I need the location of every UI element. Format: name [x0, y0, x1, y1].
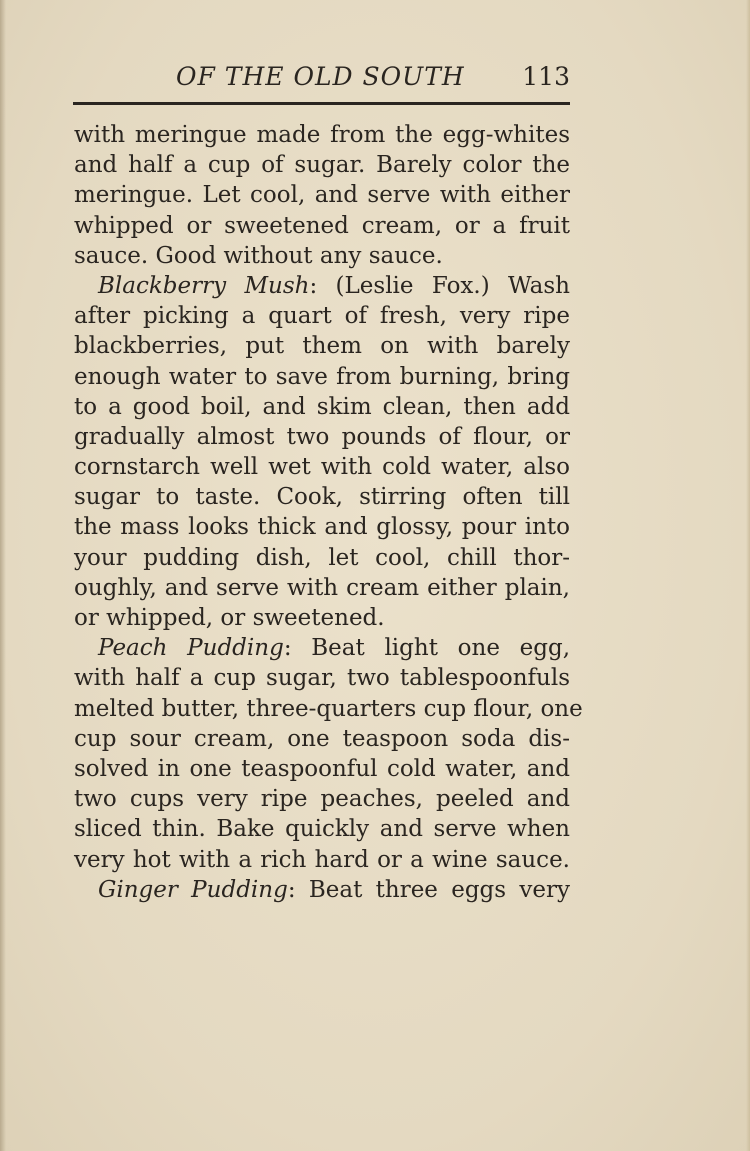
text-line [74, 422, 570, 452]
text-line [74, 301, 570, 331]
recipe-title: Peach Pudding [98, 635, 284, 662]
recipe-title: Ginger Pudding [98, 876, 288, 903]
line-text: with meringue made from the egg-whites [74, 122, 570, 148]
text-line [74, 211, 570, 241]
line-text: sauce. Good without any sauce. [74, 242, 443, 269]
line-text: sliced thin. Bake quickly and serve when [74, 816, 570, 843]
recipe-title: Blackberry Mush [98, 272, 310, 299]
text-line [74, 784, 570, 814]
line-text: oughly, and serve with cream either plain, [74, 574, 570, 601]
page-number: 113 [522, 62, 570, 91]
line-text: sugar to taste. Cook, stirring often till [74, 484, 570, 511]
line-text: the mass looks thick and glossy, pour into [74, 514, 570, 541]
text-line [74, 180, 570, 210]
text-line [74, 362, 570, 392]
text-line [74, 392, 570, 422]
line-text: : Beat three eggs very [287, 876, 570, 903]
line-text: gradually almost two pounds of flour, or [74, 423, 570, 450]
line-text: melted butter, three-quarters cup flour, one [74, 695, 583, 722]
line-text: with half a cup sugar, two tablespoonfuls [74, 665, 570, 692]
text-line [74, 543, 570, 573]
text-line [74, 120, 570, 150]
line-text: very hot with a rich hard or a wine sauce. [74, 846, 570, 873]
text-line [74, 754, 570, 784]
line-text: two cups very ripe peaches, peeled and [74, 786, 570, 813]
text-line [74, 150, 570, 180]
text-line [74, 694, 583, 724]
line-text: or whipped, or sweetened. [74, 605, 385, 631]
text-line [74, 512, 570, 542]
text-line [74, 241, 570, 271]
body-text [74, 120, 583, 905]
page-edge-shadow [746, 0, 750, 1151]
text-line [74, 331, 570, 361]
line-text: meringue. Let cool, and serve with either [74, 182, 570, 209]
text-line [74, 814, 570, 844]
text-line [74, 875, 570, 905]
running-title: OF THE OLD SOUTH [176, 62, 465, 91]
text-line [74, 271, 570, 301]
text-line [74, 603, 570, 633]
text-line [74, 482, 570, 512]
line-text: cup sour cream, one teaspoon soda dis- [74, 725, 570, 752]
line-text: whipped or sweetened cream, or a fruit [74, 212, 570, 239]
line-text: after picking a quart of fresh, very ripe [74, 303, 570, 330]
line-text: to a good boil, and skim clean, then add [74, 393, 570, 420]
line-text: : (Leslie Fox.) Wash [309, 272, 570, 299]
text-line [74, 633, 570, 663]
line-text: blackberries, put them on with barely [74, 333, 570, 360]
header-rule [73, 102, 570, 105]
page-gutter-shadow [0, 0, 6, 1151]
line-text: and half a cup of sugar. Barely color the [74, 152, 570, 179]
line-text: solved in one teaspoonful cold water, and [74, 755, 570, 782]
line-text: your pudding dish, let cool, chill thor- [74, 544, 570, 571]
running-header [73, 62, 570, 102]
text-line [74, 845, 570, 875]
text-line [74, 452, 570, 482]
line-text: cornstarch well wet with cold water, also [74, 454, 570, 481]
text-line [74, 724, 570, 754]
text-line [74, 663, 570, 693]
line-text: enough water to save from burning, bring [74, 363, 570, 390]
line-text: : Beat light one egg, [283, 635, 571, 662]
text-line [74, 573, 570, 603]
